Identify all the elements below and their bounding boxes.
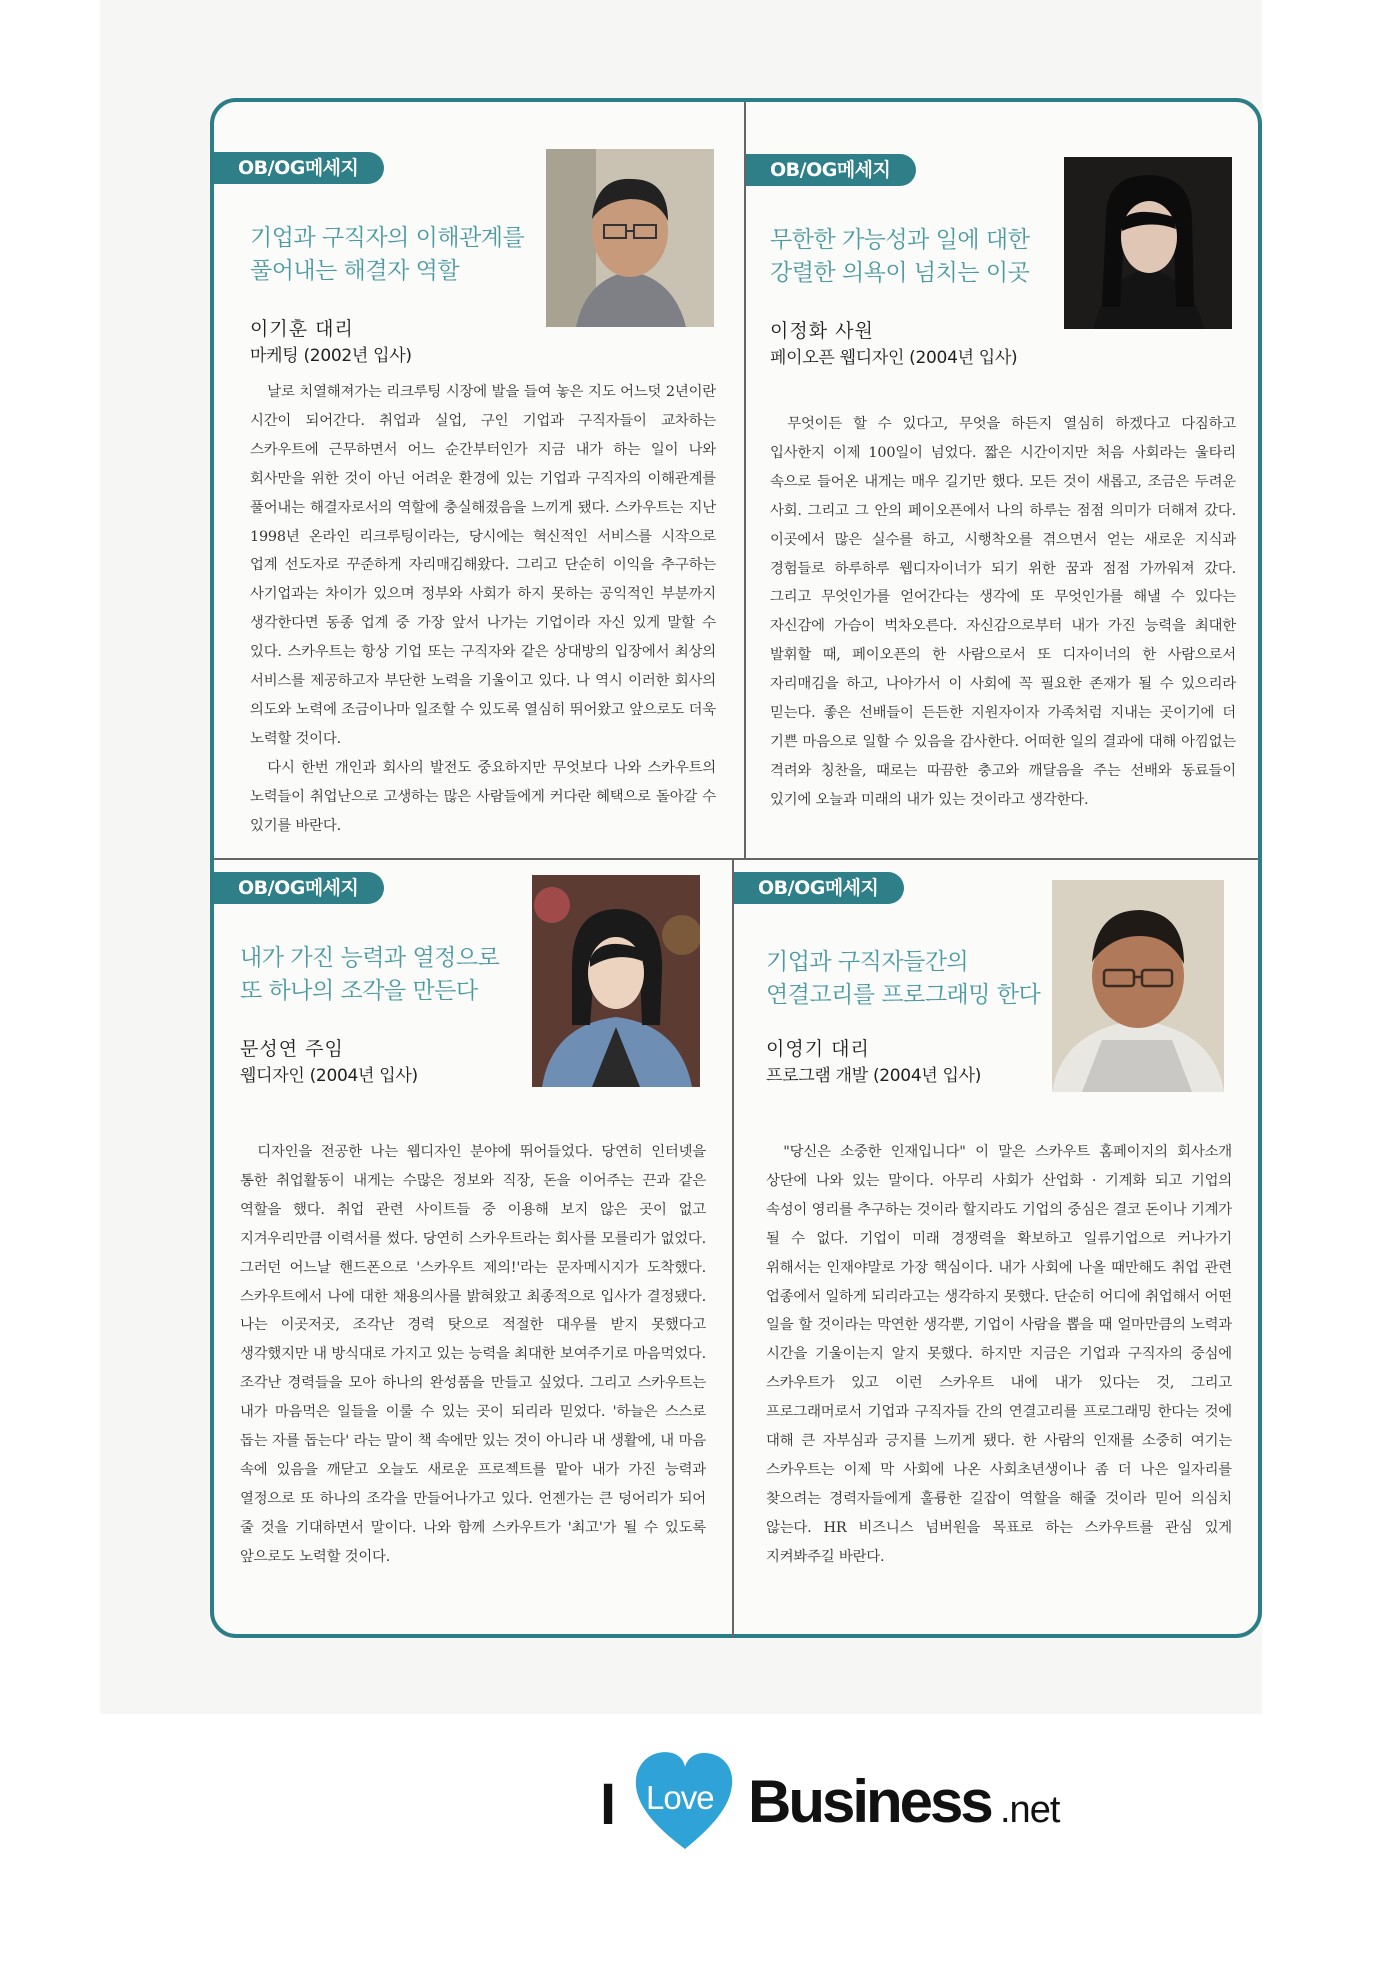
person-role: 웹디자인 (2004년 입사) (240, 1066, 418, 1086)
message-body (770, 410, 1236, 815)
portrait-photo (532, 875, 700, 1087)
body-paragraph: "당신은 소중한 인재입니다" 이 말은 스카우트 홈페이지의 회사소개 상단에 나와 있는 말이다. 아무리 사회가 산업화 · 기계화 되고 기업의 속성이 영리를 추구하는 것이라 할지라도 기업의 중심은 결코 돈이나 기계가 될 수 없다. 기업이 미래 경쟁력을 확보하고 일류기업으로 커나가기 위해서는 인재야말로 가장 핵심이다. 내가 사회에 나올 때만해도 취업 관련 업종에서 일하게 되리라고는 생각하지 못했다. 단순히 어디에 취업해서 어떤 일을 할 것이라는 막연한 생각뿐, 기업이 사람을 뽑을 때 얼마만큼의 노력과 시간을 기울이는지 알지 못했다. 하지만 지금은 기업과 구직자의 중심에 스카우트가 있고 이런 스카우트 내에 내가 있다는 것, 그리고 프로그래머로서 기업과 구직자들 간의 연결고리를 프로그래밍 한다는 것에 대해 큰 자부심과 긍지를 느끼게 됐다. 한 사람의 인재를 소중히 여기는 스카우트는 이제 막 사회에 나온 사회초년생이나 좀 더 나은 일자리를 찾으려는 경력자들에게 훌륭한 길잡이 역할을 해줄 것이라 믿어 의심치 않는다. HR 비즈니스 넘버원을 목표로 하는 스카우트를 관심 있게 지켜봐주길 바란다. (766, 1144, 1232, 1565)
message-body (766, 1138, 1232, 1572)
logo-business-text: Business (748, 1768, 991, 1835)
section-headline: 기업과 구직자의 이해관계를 풀어내는 해결자 역할 (250, 225, 525, 284)
message-section-4 (734, 860, 1258, 1638)
logo-love-text: Love (646, 1779, 714, 1816)
person-role: 프로그램 개발 (2004년 입사) (766, 1066, 982, 1086)
body-paragraph: 디자인을 전공한 나는 웹디자인 분야에 뛰어들었다. 당연히 인터넷을 통한 취업활동이 내게는 수많은 정보와 직장, 돈을 이어주는 끈과 같은 역할을 했다. 취업 관련 사이트들 중 이용해 보지 않은 곳이 없고 지겨우리만큼 이력서를 썼다. 당연히 스카우트라는 회사를 모를리가 없었다. 그러던 어느날 핸드폰으로 '스카우트 제의!'라는 문자메시지가 도착했다. 스카우트에서 나에 대한 채용의사를 밝혀왔고 최종적으로 입사가 결정됐다. 나는 이곳저곳, 조각난 경력 탓으로 적절한 대우를 받지 못했다고 생각했지만 내 방식대로 가지고 있는 능력을 최대한 보여주기로 마음먹었다. 조각난 경력들을 모아 하나의 완성품을 만들고 싶었다. 그리고 스카우트는 내가 마음먹은 일들을 이룰 수 있는 곳이 되리라 믿었다. '하늘은 스스로 돕는 자를 돕는다' 라는 말이 책 속에만 있는 것이 아니라 내 생활에, 내 마음 속에 있음을 깨닫고 오늘도 새로운 프로젝트를 맡아 내가 가진 능력과 열정으로 또 하나의 조각을 만들어나가고 있다. 언젠가는 큰 덩어리가 되어 줄 것을 기대하면서 말이다. 나와 함께 스카우트가 '최고'가 될 수 있도록 앞으로도 노력할 것이다. (240, 1144, 706, 1565)
person-name: 이기훈 대리 (250, 318, 354, 340)
person-name: 이정화 사원 (770, 320, 874, 342)
portrait-photo (1052, 880, 1224, 1092)
body-paragraph: 날로 치열해져가는 리크루팅 시장에 발을 들여 놓은 지도 어느덧 2년이란 시간이 되어간다. 취업과 실업, 구인 기업과 구직자들이 교차하는 스카우트에 근무하면서 어느 순간부터인가 지금 내가 하는 일이 나와 회사만을 위한 것이 아닌 어려운 환경에 있는 기업과 구직자의 이해관계를 풀어내는 해결자로서의 역할에 충실해졌음을 느끼게 됐다. 스카우트는 지난 1998년 온라인 리크루팅이라는, 당시에는 혁신적인 서비스를 시작으로 업계 선도자로 꾸준하게 자리매김해왔다. 그리고 단순히 이익을 추구하는 사기업과는 차이가 있으며 정부와 사회가 하지 못하는 공익적인 부분까지 생각한다면 동종 업계 중 가장 앞서 나가는 기업이라 자신 있게 말할 수 있다. 스카우트는 항상 기업 또는 구직자와 같은 상대방의 입장에서 최상의 서비스를 제공하고자 부단한 노력을 기울이고 있다. 나 역시 이러한 회사의 의도와 노력에 조금이나마 일조할 수 있도록 열심히 뛰어왔고 앞으로도 더욱 노력할 것이다. (250, 384, 716, 747)
person-role: 마케팅 (2002년 입사) (250, 346, 412, 366)
person-role: 페이오픈 웹디자인 (2004년 입사) (770, 348, 1018, 368)
message-section-2 (746, 102, 1258, 858)
section-headline: 내가 가진 능력과 열정으로 또 하나의 조각을 만든다 (240, 945, 500, 1004)
body-paragraph: 다시 한번 개인과 회사의 발전도 중요하지만 무엇보다 나와 스카우트의 노력들이 취업난으로 고생하는 많은 사람들에게 커다란 혜택으로 돌아갈 수 있기를 바란다. (250, 759, 716, 834)
portrait-photo (546, 149, 714, 327)
message-section-1 (214, 102, 744, 858)
section-headline: 무한한 가능성과 일에 대한 강렬한 의욕이 넘치는 이곳 (770, 227, 1030, 286)
section-badge: OB/OG메세지 (214, 872, 384, 904)
article-frame (210, 98, 1262, 1638)
message-section-3 (214, 860, 732, 1638)
section-badge: OB/OG메세지 (746, 154, 916, 186)
section-badge: OB/OG메세지 (214, 152, 384, 184)
section-headline: 기업과 구직자들간의 연결고리를 프로그래밍 한다 (766, 949, 1041, 1008)
logo-letter-i: I (600, 1772, 617, 1837)
message-body (250, 378, 716, 841)
person-name: 문성연 주임 (240, 1038, 344, 1060)
ilovebusiness-logo (600, 1745, 1080, 1855)
message-body (240, 1138, 706, 1572)
logo-net-text: .net (1000, 1789, 1060, 1831)
portrait-photo (1064, 157, 1232, 329)
section-badge: OB/OG메세지 (734, 872, 904, 904)
body-paragraph: 무엇이든 할 수 있다고, 무엇을 하든지 열심히 하겠다고 다짐하고 입사한지 이제 100일이 넘었다. 짧은 시간이지만 처음 사회라는 울타리 속으로 들어온 내게는 매우 길기만 했다. 모든 것이 새롭고, 조금은 두려운 사회. 그리고 그 안의 페이오픈에서 나의 하루는 점점 의미가 더해져 갔다. 이곳에서 많은 실수를 하고, 시행착오를 겪으면서 얻는 새로운 지식과 경험들로 하루하루 웹디자이너가 되기 위한 꿈과 점점 가까워져 갔다. 그리고 무엇인가를 얻어간다는 생각에 또 무엇인가를 해낼 수 있다는 자신감에 가슴이 벅차오른다. 자신감으로부터 내가 가진 능력을 최대한 발휘할 때, 페이오픈의 한 사람으로서 또 디자이너의 한 사람으로서 자리매김을 하고, 나아가서 이 사회에 꼭 필요한 존재가 될 수 있으리라 믿는다. 좋은 선배들이 든든한 지원자이자 가족처럼 지내는 곳이기에 더 기쁜 마음으로 일할 수 있음을 감사한다. 어떠한 일의 결과에 대해 아낌없는 격려와 칭찬을, 때로는 따끔한 충고와 깨달음을 주는 선배와 동료들이 있기에 오늘과 미래의 내가 있는 것이라고 생각한다. (770, 416, 1236, 808)
person-name: 이영기 대리 (766, 1038, 870, 1060)
